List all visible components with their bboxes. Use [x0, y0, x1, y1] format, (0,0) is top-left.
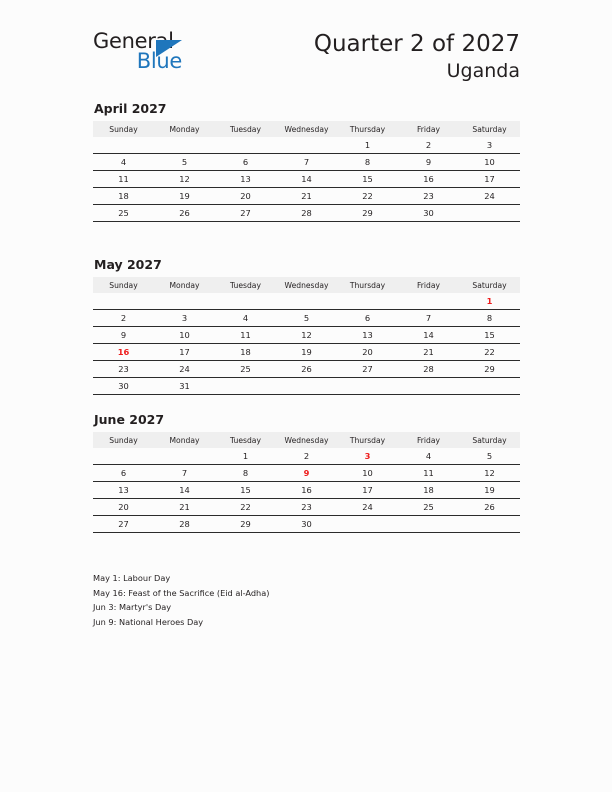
calendar-week-row	[93, 137, 520, 154]
month-block-april	[93, 102, 520, 222]
month-calendar-table	[93, 432, 520, 533]
calendar-day[interactable]: 3	[459, 137, 520, 154]
calendar-day[interactable]: 23	[398, 188, 459, 205]
calendar-day[interactable]: 17	[154, 344, 215, 361]
weekday-header-thursday: Thursday	[337, 122, 398, 138]
calendar-week-row	[93, 361, 520, 378]
calendar-day[interactable]: 15	[337, 171, 398, 188]
calendar-day-empty	[276, 293, 337, 310]
calendar-day[interactable]: 14	[276, 171, 337, 188]
calendar-day-empty	[276, 378, 337, 395]
calendar-day-empty	[93, 448, 154, 465]
calendar-day[interactable]: 13	[93, 482, 154, 499]
calendar-week-row	[93, 171, 520, 188]
month-title: April 2027	[94, 101, 167, 116]
weekday-header-wednesday: Wednesday	[276, 122, 337, 138]
weekday-header-row	[93, 122, 520, 138]
calendar-day[interactable]: 10	[337, 465, 398, 482]
calendar-day[interactable]: 14	[398, 327, 459, 344]
calendar-day-holiday[interactable]: 1	[459, 293, 520, 310]
calendar-day[interactable]: 8	[215, 465, 276, 482]
weekday-header-saturday: Saturday	[459, 122, 520, 138]
weekday-header-monday: Monday	[154, 122, 215, 138]
calendar-day[interactable]: 27	[215, 205, 276, 222]
calendar-week-row	[93, 482, 520, 499]
calendar-day[interactable]: 28	[154, 516, 215, 533]
calendar-day[interactable]: 11	[93, 171, 154, 188]
weekday-header-saturday: Saturday	[459, 433, 520, 449]
calendar-day[interactable]: 14	[154, 482, 215, 499]
calendar-week-row	[93, 188, 520, 205]
weekday-header-tuesday: Tuesday	[215, 433, 276, 449]
calendar-day-empty	[398, 378, 459, 395]
calendar-day[interactable]: 31	[154, 378, 215, 395]
calendar-day[interactable]: 5	[154, 154, 215, 171]
month-block-june	[93, 413, 520, 533]
month-block-may	[93, 258, 520, 395]
month-title: June 2027	[94, 412, 165, 427]
calendar-day[interactable]: 4	[215, 310, 276, 327]
weekday-header-thursday: Thursday	[337, 278, 398, 294]
calendar-day[interactable]: 11	[398, 465, 459, 482]
calendar-day[interactable]: 25	[398, 499, 459, 516]
weekday-header-row	[93, 278, 520, 294]
weekday-header-row	[93, 433, 520, 449]
weekday-header-sunday: Sunday	[93, 278, 154, 294]
weekday-header-sunday: Sunday	[93, 433, 154, 449]
calendar-day-empty	[398, 293, 459, 310]
month-weeks	[93, 137, 520, 222]
calendar-day[interactable]: 10	[459, 154, 520, 171]
month-calendar-table	[93, 277, 520, 395]
calendar-day-empty	[398, 516, 459, 533]
calendar-day[interactable]: 21	[154, 499, 215, 516]
calendar-day[interactable]: 5	[459, 448, 520, 465]
calendar-day[interactable]: 24	[154, 361, 215, 378]
calendar-day-empty	[276, 137, 337, 154]
holiday-notes-list	[93, 571, 520, 629]
calendar-day[interactable]: 25	[215, 361, 276, 378]
calendar-day[interactable]: 22	[337, 188, 398, 205]
calendar-day-empty	[215, 293, 276, 310]
calendar-day[interactable]: 17	[337, 482, 398, 499]
calendar-day-empty	[337, 378, 398, 395]
calendar-day[interactable]: 26	[154, 205, 215, 222]
calendar-week-row	[93, 293, 520, 310]
calendar-day[interactable]: 19	[276, 344, 337, 361]
calendar-day[interactable]: 15	[459, 327, 520, 344]
calendar-day[interactable]: 5	[276, 310, 337, 327]
calendar-day[interactable]: 10	[154, 327, 215, 344]
calendar-day[interactable]: 20	[337, 344, 398, 361]
calendar-day[interactable]: 29	[215, 516, 276, 533]
calendar-day[interactable]: 23	[93, 361, 154, 378]
calendar-day[interactable]: 21	[398, 344, 459, 361]
logo-word-blue: Blue	[136, 49, 182, 73]
weekday-header-wednesday: Wednesday	[276, 433, 337, 449]
calendar-day[interactable]: 2	[93, 310, 154, 327]
weekday-header-saturday: Saturday	[459, 278, 520, 294]
calendar-day[interactable]: 22	[459, 344, 520, 361]
calendar-day[interactable]: 27	[337, 361, 398, 378]
calendar-day-empty	[215, 378, 276, 395]
weekday-header-monday: Monday	[154, 433, 215, 449]
calendar-day[interactable]: 29	[337, 205, 398, 222]
calendar-day[interactable]: 24	[459, 188, 520, 205]
calendar-day[interactable]: 7	[398, 310, 459, 327]
calendar-day[interactable]: 18	[93, 188, 154, 205]
calendar-day[interactable]: 23	[276, 499, 337, 516]
calendar-day[interactable]: 18	[398, 482, 459, 499]
calendar-week-row	[93, 378, 520, 395]
calendar-day[interactable]: 30	[276, 516, 337, 533]
calendar-day-empty	[93, 137, 154, 154]
holiday-note: May 16: Feast of the Sacrifice (Eid al-Adha)	[93, 587, 270, 598]
weekday-header-wednesday: Wednesday	[276, 278, 337, 294]
holiday-note: Jun 9: National Heroes Day	[93, 616, 204, 627]
calendar-day[interactable]: 27	[93, 516, 154, 533]
calendar-day[interactable]: 6	[337, 310, 398, 327]
title-block	[314, 30, 520, 83]
calendar-week-row	[93, 465, 520, 482]
calendar-day[interactable]: 25	[93, 205, 154, 222]
calendar-day-holiday[interactable]: 9	[276, 465, 337, 482]
calendar-day[interactable]: 29	[459, 361, 520, 378]
calendar-day[interactable]: 18	[215, 344, 276, 361]
logo-word-general: General	[93, 29, 174, 53]
calendar-day[interactable]: 26	[276, 361, 337, 378]
weekday-header-thursday: Thursday	[337, 433, 398, 449]
weekday-header-tuesday: Tuesday	[215, 122, 276, 138]
calendar-day[interactable]: 22	[215, 499, 276, 516]
calendar-day[interactable]: 28	[276, 205, 337, 222]
calendar-week-row	[93, 499, 520, 516]
calendar-day[interactable]: 1	[215, 448, 276, 465]
calendar-day[interactable]: 24	[337, 499, 398, 516]
calendar-day[interactable]: 16	[398, 171, 459, 188]
calendar-day[interactable]: 12	[276, 327, 337, 344]
calendar-day-holiday[interactable]: 16	[93, 344, 154, 361]
calendar-day[interactable]: 8	[337, 154, 398, 171]
calendar-day[interactable]: 19	[459, 482, 520, 499]
calendar-week-row	[93, 205, 520, 222]
calendar-day[interactable]: 2	[398, 137, 459, 154]
calendar-day-empty	[459, 516, 520, 533]
calendar-day[interactable]: 3	[154, 310, 215, 327]
general-blue-logo[interactable]	[93, 30, 203, 76]
calendar-day[interactable]: 16	[276, 482, 337, 499]
calendar-day[interactable]: 28	[398, 361, 459, 378]
calendar-day-empty	[93, 293, 154, 310]
calendar-day-empty	[337, 293, 398, 310]
calendar-day-empty	[154, 137, 215, 154]
calendar-day[interactable]: 21	[276, 188, 337, 205]
calendar-day[interactable]: 12	[154, 171, 215, 188]
calendar-day[interactable]: 13	[337, 327, 398, 344]
calendar-day-empty	[459, 378, 520, 395]
calendar-day[interactable]: 30	[93, 378, 154, 395]
calendar-week-row	[93, 344, 520, 361]
calendar-day[interactable]: 20	[93, 499, 154, 516]
weekday-header-friday: Friday	[398, 433, 459, 449]
calendar-day[interactable]: 17	[459, 171, 520, 188]
calendar-day[interactable]: 9	[93, 327, 154, 344]
calendar-day[interactable]: 6	[93, 465, 154, 482]
calendar-day[interactable]: 9	[398, 154, 459, 171]
calendar-day-empty	[337, 516, 398, 533]
calendar-week-row	[93, 516, 520, 533]
calendar-day[interactable]: 1	[337, 137, 398, 154]
calendar-week-row	[93, 310, 520, 327]
weekday-header-friday: Friday	[398, 278, 459, 294]
calendar-day-empty	[215, 137, 276, 154]
page-header	[93, 30, 520, 86]
calendar-day[interactable]: 6	[215, 154, 276, 171]
page-title: Quarter 2 of 2027	[313, 31, 520, 57]
calendar-day[interactable]: 7	[276, 154, 337, 171]
calendar-day-holiday[interactable]: 3	[337, 448, 398, 465]
holiday-note: May 1: Labour Day	[93, 573, 171, 583]
month-weeks	[93, 293, 520, 395]
weekday-header-tuesday: Tuesday	[215, 278, 276, 294]
calendar-day[interactable]: 12	[459, 465, 520, 482]
month-calendar-table	[93, 121, 520, 222]
calendar-day-empty	[459, 205, 520, 222]
calendar-day[interactable]: 7	[154, 465, 215, 482]
calendar-week-row	[93, 327, 520, 344]
calendar-day[interactable]: 15	[215, 482, 276, 499]
calendar-week-row	[93, 448, 520, 465]
country-subtitle: Uganda	[446, 60, 520, 82]
month-weeks	[93, 448, 520, 533]
calendar-day-empty	[154, 448, 215, 465]
weekday-header-monday: Monday	[154, 278, 215, 294]
weekday-header-friday: Friday	[398, 122, 459, 138]
calendar-day[interactable]: 8	[459, 310, 520, 327]
calendar-week-row	[93, 154, 520, 171]
calendar-day[interactable]: 4	[398, 448, 459, 465]
calendar-day[interactable]: 11	[215, 327, 276, 344]
calendar-day[interactable]: 19	[154, 188, 215, 205]
calendar-day[interactable]: 26	[459, 499, 520, 516]
month-title: May 2027	[94, 257, 162, 272]
calendar-day-empty	[154, 293, 215, 310]
calendar-day[interactable]: 30	[398, 205, 459, 222]
holiday-note: Jun 3: Martyr's Day	[93, 602, 172, 612]
calendar-day[interactable]: 13	[215, 171, 276, 188]
calendar-day[interactable]: 2	[276, 448, 337, 465]
calendar-day[interactable]: 20	[215, 188, 276, 205]
weekday-header-sunday: Sunday	[93, 122, 154, 138]
calendar-day[interactable]: 4	[93, 154, 154, 171]
